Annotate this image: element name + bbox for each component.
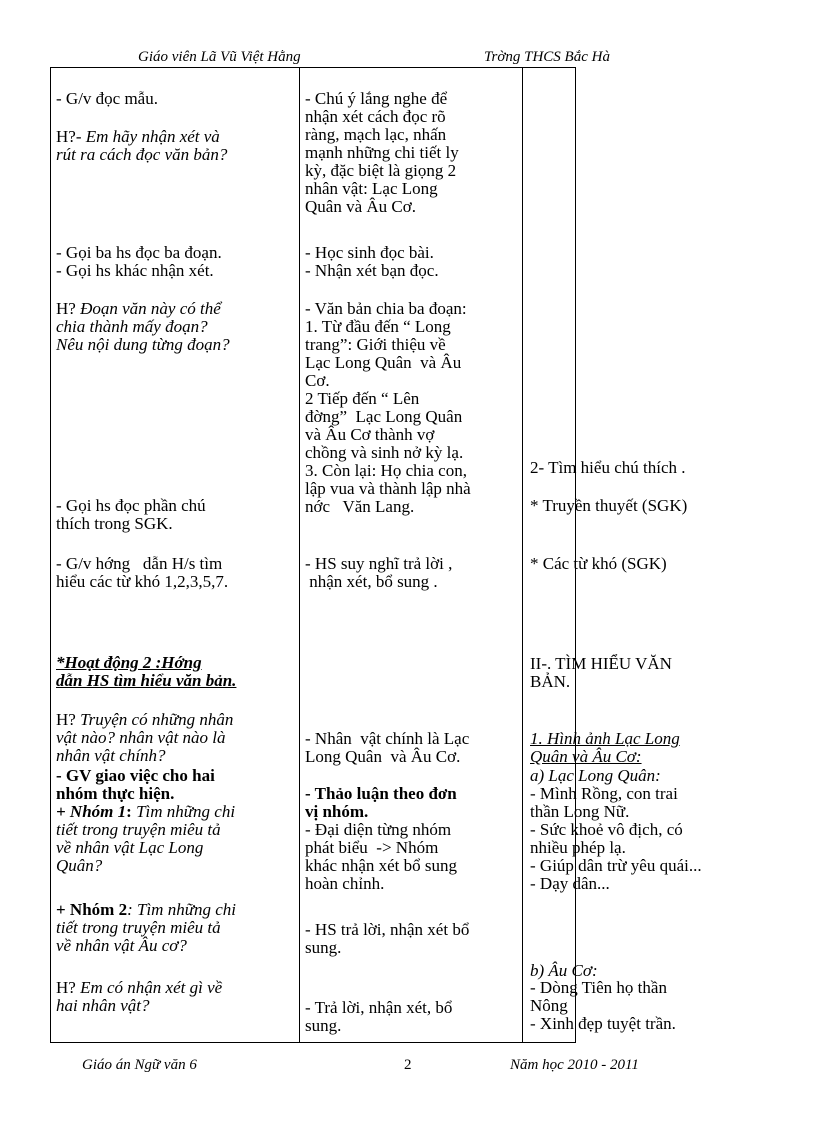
footer-year: Năm học 2010 - 2011 xyxy=(510,1057,639,1073)
gv-read-sample: - G/v đọc mẫu. xyxy=(56,89,158,108)
header-school: Trờng THCS Bắc Hà xyxy=(484,49,610,65)
section-2-notes: 2- Tìm hiểu chú thích . xyxy=(530,458,686,477)
llq-heading: a) Lạc Long Quân: xyxy=(530,766,661,785)
answer-supplement-2: - Trả lời, nhận xét, bổ sung. xyxy=(305,998,453,1035)
main-characters-answer: - Nhân vật chính là Lạc Long Quân và Âu Cơ. xyxy=(305,729,470,766)
legend-sgk: * Truyền thuyết (SGK) xyxy=(530,496,688,515)
section-ii-heading: II-. TÌM HIỂU VĂN BẢN. xyxy=(530,654,672,691)
page-number: 2 xyxy=(404,1057,412,1073)
llq-points: - Mình Rồng, con trai thần Long Nữ. - Sức khoẻ vô địch, có nhiều phép lạ. - Giúp dân trừ yêu quái... - Dạy dân... xyxy=(530,784,702,893)
listen-carefully: - Chú ý lắng nghe để nhận xét cách đọc rõ ràng, mạch lạc, nhấn mạnh những chi tiết ly kỳ, đặc biệt là giọng 2 nhân vật: Lạc Long Quân và Âu Cơ. xyxy=(305,89,459,216)
column-divider-2 xyxy=(522,67,523,1043)
group-2-task: + Nhóm 2: Tìm những chi tiết trong truyện miêu tả về nhân vật Âu cơ? xyxy=(56,900,236,955)
call-students-read: - Gọi ba hs đọc ba đoạn. - Gọi hs khác nhận xét. xyxy=(56,243,222,280)
activity-2-heading: *Hoạt động 2 :Hớng dẫn HS tìm hiểu văn bản. xyxy=(56,653,237,690)
question-paragraph-split: H? Đoạn văn này có thể chia thành mấy đoạn? Nêu nội dung từng đoạn? xyxy=(56,299,230,354)
header-teacher: Giáo viên Lã Vũ Việt Hằng xyxy=(138,49,301,65)
guide-hard-words: - G/v hớng dẫn H/s tìm hiểu các từ khó 1,2,3,5,7. xyxy=(56,554,229,591)
question-reading-method: H?- Em hãy nhận xét và rút ra cách đọc văn bản? xyxy=(56,127,228,164)
footer-book: Giáo án Ngữ văn 6 xyxy=(82,1057,197,1073)
answer-supplement-1: - HS trả lời, nhận xét bổ sung. xyxy=(305,920,470,957)
assign-groups: - GV giao việc cho hai nhóm thực hiện. xyxy=(56,766,215,803)
auco-points: - Dòng Tiên họ thần Nông - Xinh đẹp tuyệt trần. xyxy=(530,978,676,1033)
text-three-parts: - Văn bản chia ba đoạn: 1. Từ đầu đến “ Long trang”: Giới thiệu về Lạc Long Quân và Âu Cơ. 2 Tiếp đến “ Lên đờng” Lạc Long Quân và Âu Cơ thành vợ chồng và sinh nở kỳ lạ. 3. Còn lại: Họ chia con, lập vua và thành lập nhà nớc Văn Lang. xyxy=(305,299,471,516)
group-discussion: - Thảo luận theo đơn vị nhóm. xyxy=(305,784,457,821)
students-think-answer: - HS suy nghĩ trả lời , nhận xét, bổ sung . xyxy=(305,554,453,591)
students-read: - Học sinh đọc bài. - Nhận xét bạn đọc. xyxy=(305,243,439,280)
hard-words-sgk: * Các từ khó (SGK) xyxy=(530,554,667,573)
question-characters: H? Truyện có những nhân vật nào? nhân vật nào là nhân vật chính? xyxy=(56,710,234,765)
column-divider-1 xyxy=(299,67,300,1043)
image-heading: 1. Hình ảnh Lạc Long Quân và Âu Cơ: xyxy=(530,729,680,766)
call-read-notes: - Gọi hs đọc phần chú thích trong SGK. xyxy=(56,496,206,533)
auco-heading: b) Âu Cơ: xyxy=(530,961,598,980)
question-evaluate-characters: H? Em có nhận xét gì về hai nhân vật? xyxy=(56,978,223,1015)
group-report: - Đại diện từng nhóm phát biểu -> Nhóm khác nhận xét bổ sung hoàn chỉnh. xyxy=(305,820,458,893)
group-1-task: + Nhóm 1: Tìm những chi tiết trong truyện miêu tả về nhân vật Lạc Long Quân? xyxy=(56,802,236,875)
